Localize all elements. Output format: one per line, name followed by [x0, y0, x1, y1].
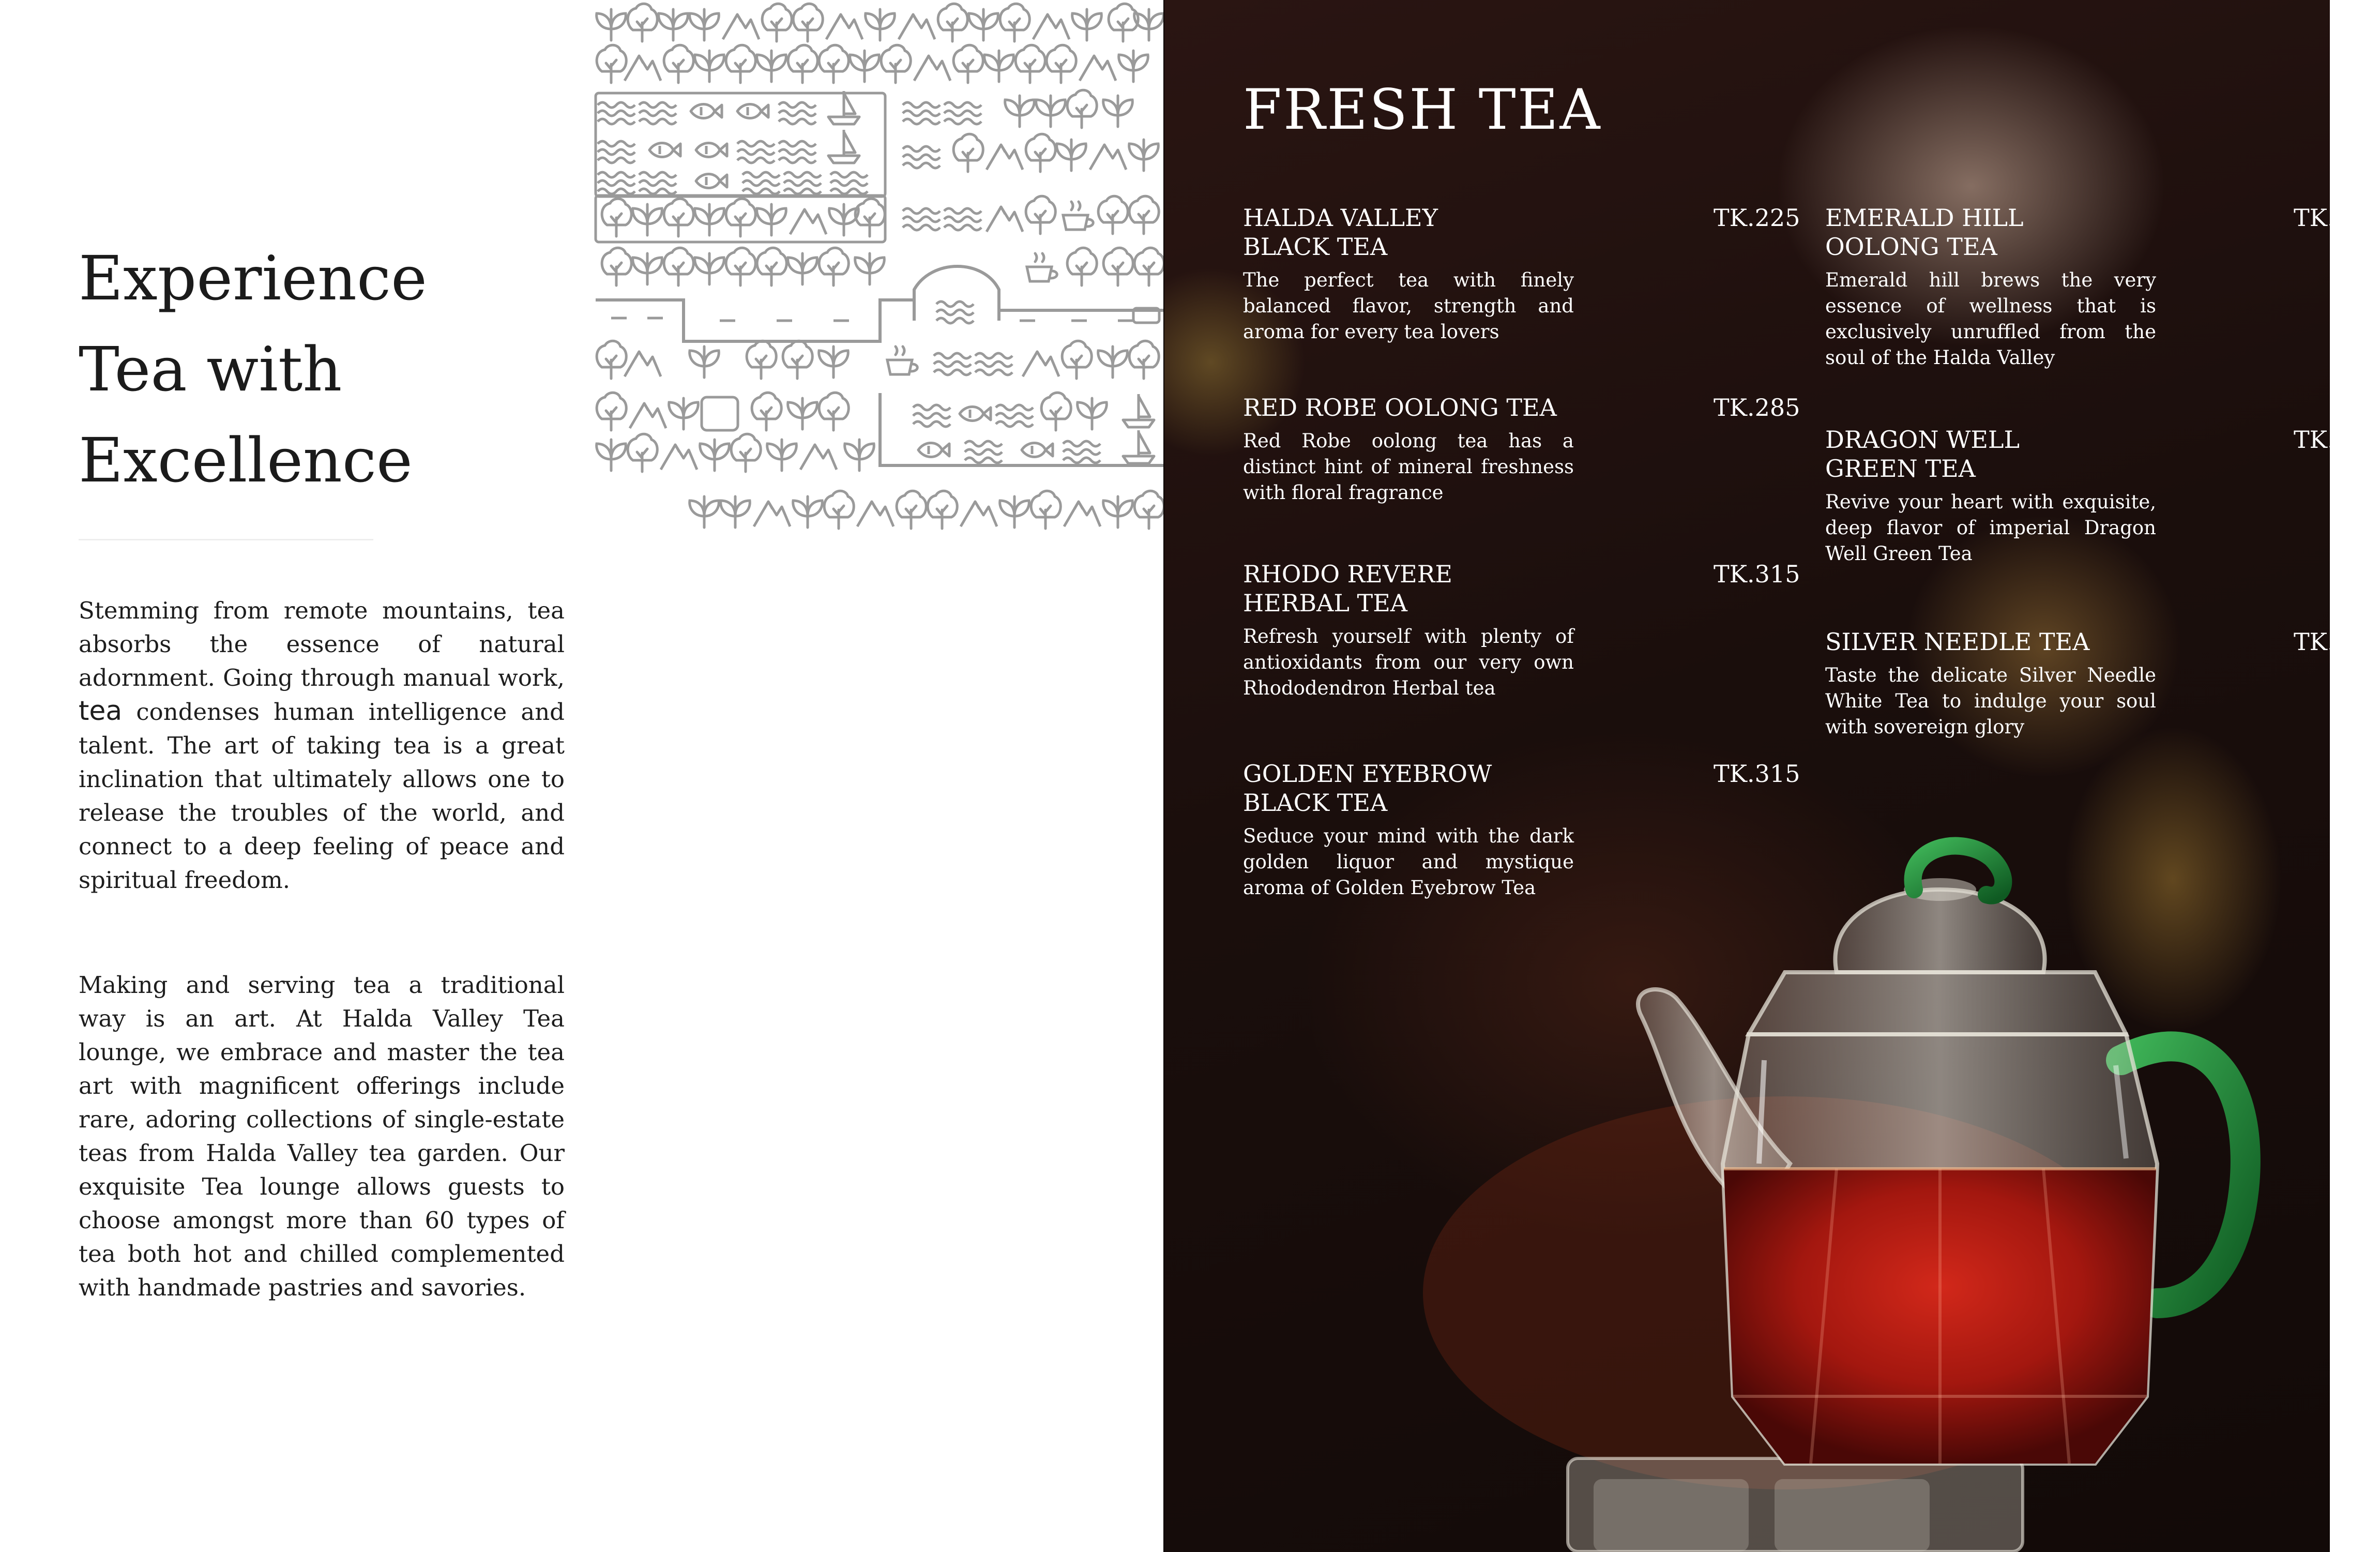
item-price: TK.315: [1714, 760, 1800, 788]
item-name: RHODO REVERE HERBAL TEA: [1243, 560, 1452, 617]
left-page: [0, 0, 1164, 1552]
item-price: TK.285: [1714, 394, 1800, 421]
item-description: Taste the delicate Silver Needle White Tea to indulge your soul with sovereign glory: [1825, 664, 2156, 738]
item-price: TK.225: [1714, 204, 1800, 232]
item-name: HALDA VALLEY BLACK TEA: [1243, 204, 1438, 261]
item-price: TK.315: [1714, 560, 1800, 588]
menu-item: [1243, 203, 1800, 345]
menu-item: [1825, 203, 2380, 371]
menu-title: FRESH TEA: [1243, 78, 1602, 142]
headline-divider: [79, 539, 373, 540]
landscape-pattern: [590, 0, 1164, 543]
item-description: Refresh yourself with plenty of antioxidants from our very own Rhododendron Herbal tea: [1243, 625, 1574, 699]
intro-emphasis: tea: [79, 696, 123, 727]
intro-text: Stemming from remote mountains, tea absorbs the essence of natural adornment. Going through manual work,: [79, 597, 565, 691]
item-price: TK.565: [2294, 628, 2380, 656]
item-name: DRAGON WELL GREEN TEA: [1825, 426, 2020, 483]
item-description: Red Robe oolong tea has a distinct hint of mineral freshness with floral fragrance: [1243, 430, 1574, 504]
menu-item: [1243, 560, 1800, 701]
intro-text: condenses human intelligence and talent. The art of taking tea is a great inclination that ultimately allows one to release the troubles of the world, and connect to a deep feeling of peace and spiritual freedom.: [79, 698, 565, 894]
item-description: Seduce your mind with the dark golden liquor and mystique aroma of Golden Eyebrow Tea: [1243, 825, 1574, 899]
headline: [79, 233, 544, 506]
lounge-paragraph: Making and serving tea a traditional way is an art. At Halda Valley Tea lounge, we embrace and master the tea art with magnificent offerings include rare, adoring collections of single-estate teas from Halda Valley tea garden. Our exquisite Tea lounge allows guests to choose amongst more than 60 types of tea both hot and chilled complemented with handmade pastries and savories.: [79, 971, 565, 1301]
menu-item: [1243, 759, 1800, 901]
item-name: GOLDEN EYEBROW BLACK TEA: [1243, 760, 1492, 817]
menu-item: [1825, 627, 2380, 740]
item-name: EMERALD HILL OOLONG TEA: [1825, 204, 2024, 261]
item-price: TK.325: [2294, 204, 2380, 232]
headline-line: Excellence: [79, 425, 413, 496]
intro-paragraph: [79, 594, 565, 897]
item-name: SILVER NEEDLE TEA: [1825, 628, 2090, 656]
menu-item: [1243, 393, 1800, 506]
headline-line: Experience: [79, 243, 427, 314]
item-description: Emerald hill brews the very essence of wellness that is exclusively unruffled from the soul of the Halda Valley: [1825, 269, 2156, 369]
menu-item: [1825, 425, 2380, 567]
item-name: RED ROBE OOLONG TEA: [1243, 394, 1557, 421]
item-description: The perfect tea with finely balanced flavor, strength and aroma for every tea lovers: [1243, 269, 1574, 343]
item-price: TK.335: [2294, 426, 2380, 454]
right-page: [1164, 0, 2380, 1552]
item-description: Revive your heart with exquisite, deep flavor of imperial Dragon Well Green Tea: [1825, 491, 2156, 565]
headline-line: Tea with: [79, 334, 342, 405]
pattern-grid: [596, 4, 1164, 529]
